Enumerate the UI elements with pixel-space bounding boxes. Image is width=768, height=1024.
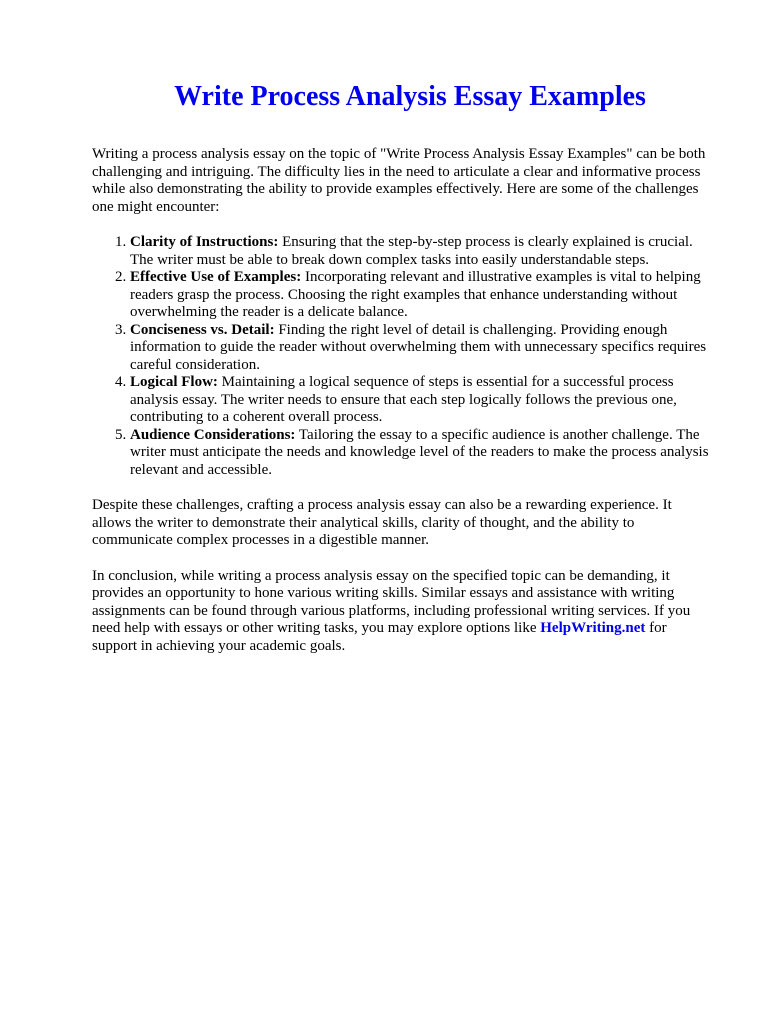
list-item	[130, 269, 714, 322]
list-item	[130, 322, 714, 375]
body-paragraph: Despite these challenges, crafting a process analysis essay can also be a rewarding experience. It allows the writer to demonstrate their analytical skills, clarity of thought, and the ability to communicate complex processes in a digestible manner.	[92, 497, 672, 548]
list-item-label: Audience Considerations:	[130, 426, 296, 443]
list-item-text: Finding the right level of detail is challenging. Providing enough information to guide the reader without overwhelming them with unnecessary specifics requires careful consideration.	[130, 321, 707, 373]
list-item	[130, 234, 714, 269]
list-item-label: Effective Use of Examples:	[130, 269, 302, 285]
list-item-label: Clarity of Instructions:	[130, 234, 279, 250]
list-item-label: Conciseness vs. Detail:	[130, 321, 275, 338]
list-item-text: Ensuring that the step-by-step process is clearly explained is crucial. The writer must be able to break down complex tasks into easily understandable steps.	[130, 234, 693, 268]
helpwriting-link[interactable]: HelpWriting.net	[540, 620, 646, 636]
conclusion-paragraph	[92, 568, 714, 656]
list-item-text: Incorporating relevant and illustrative examples is vital to helping readers grasp the process. Choosing the right examples that enhance understanding without overwhelming the reader is a delicate balance.	[130, 269, 701, 320]
intro-paragraph: Writing a process analysis essay on the topic of "Write Process Analysis Essay Examples" can be both challenging and intriguing. The difficulty lies in the need to articulate a clear and informative process while also demonstrating the ability to provide examples effectively. Here are some of the challenges one might encounter:	[92, 146, 706, 215]
list-item	[130, 427, 714, 480]
page-title: Write Process Analysis Essay Examples	[174, 81, 646, 112]
document-body	[92, 146, 714, 673]
list-item-text: Tailoring the essay to a specific audience is another challenge. The writer must anticipate the needs and knowledge level of the readers to make the process analysis relevant and accessible.	[130, 426, 709, 478]
conclusion-text-after: for support in achieving your academic goals.	[92, 620, 667, 654]
list-item-text: Maintaining a logical sequence of steps is essential for a successful process analysis essay. The writer needs to ensure that each step logically follows the previous one, contributing to a coherent overall process.	[130, 374, 677, 425]
conclusion-text-before: In conclusion, while writing a process analysis essay on the specified topic can be demanding, it provides an opportunity to hone various writing skills. Similar essays and assistance with writing assignments can be found through various platforms, including professional writing services. If you need help with essays or other writing tasks, you may explore options like	[92, 567, 691, 636]
challenges-list	[92, 234, 714, 479]
list-item	[130, 374, 714, 427]
list-item-label: Logical Flow:	[130, 374, 218, 390]
